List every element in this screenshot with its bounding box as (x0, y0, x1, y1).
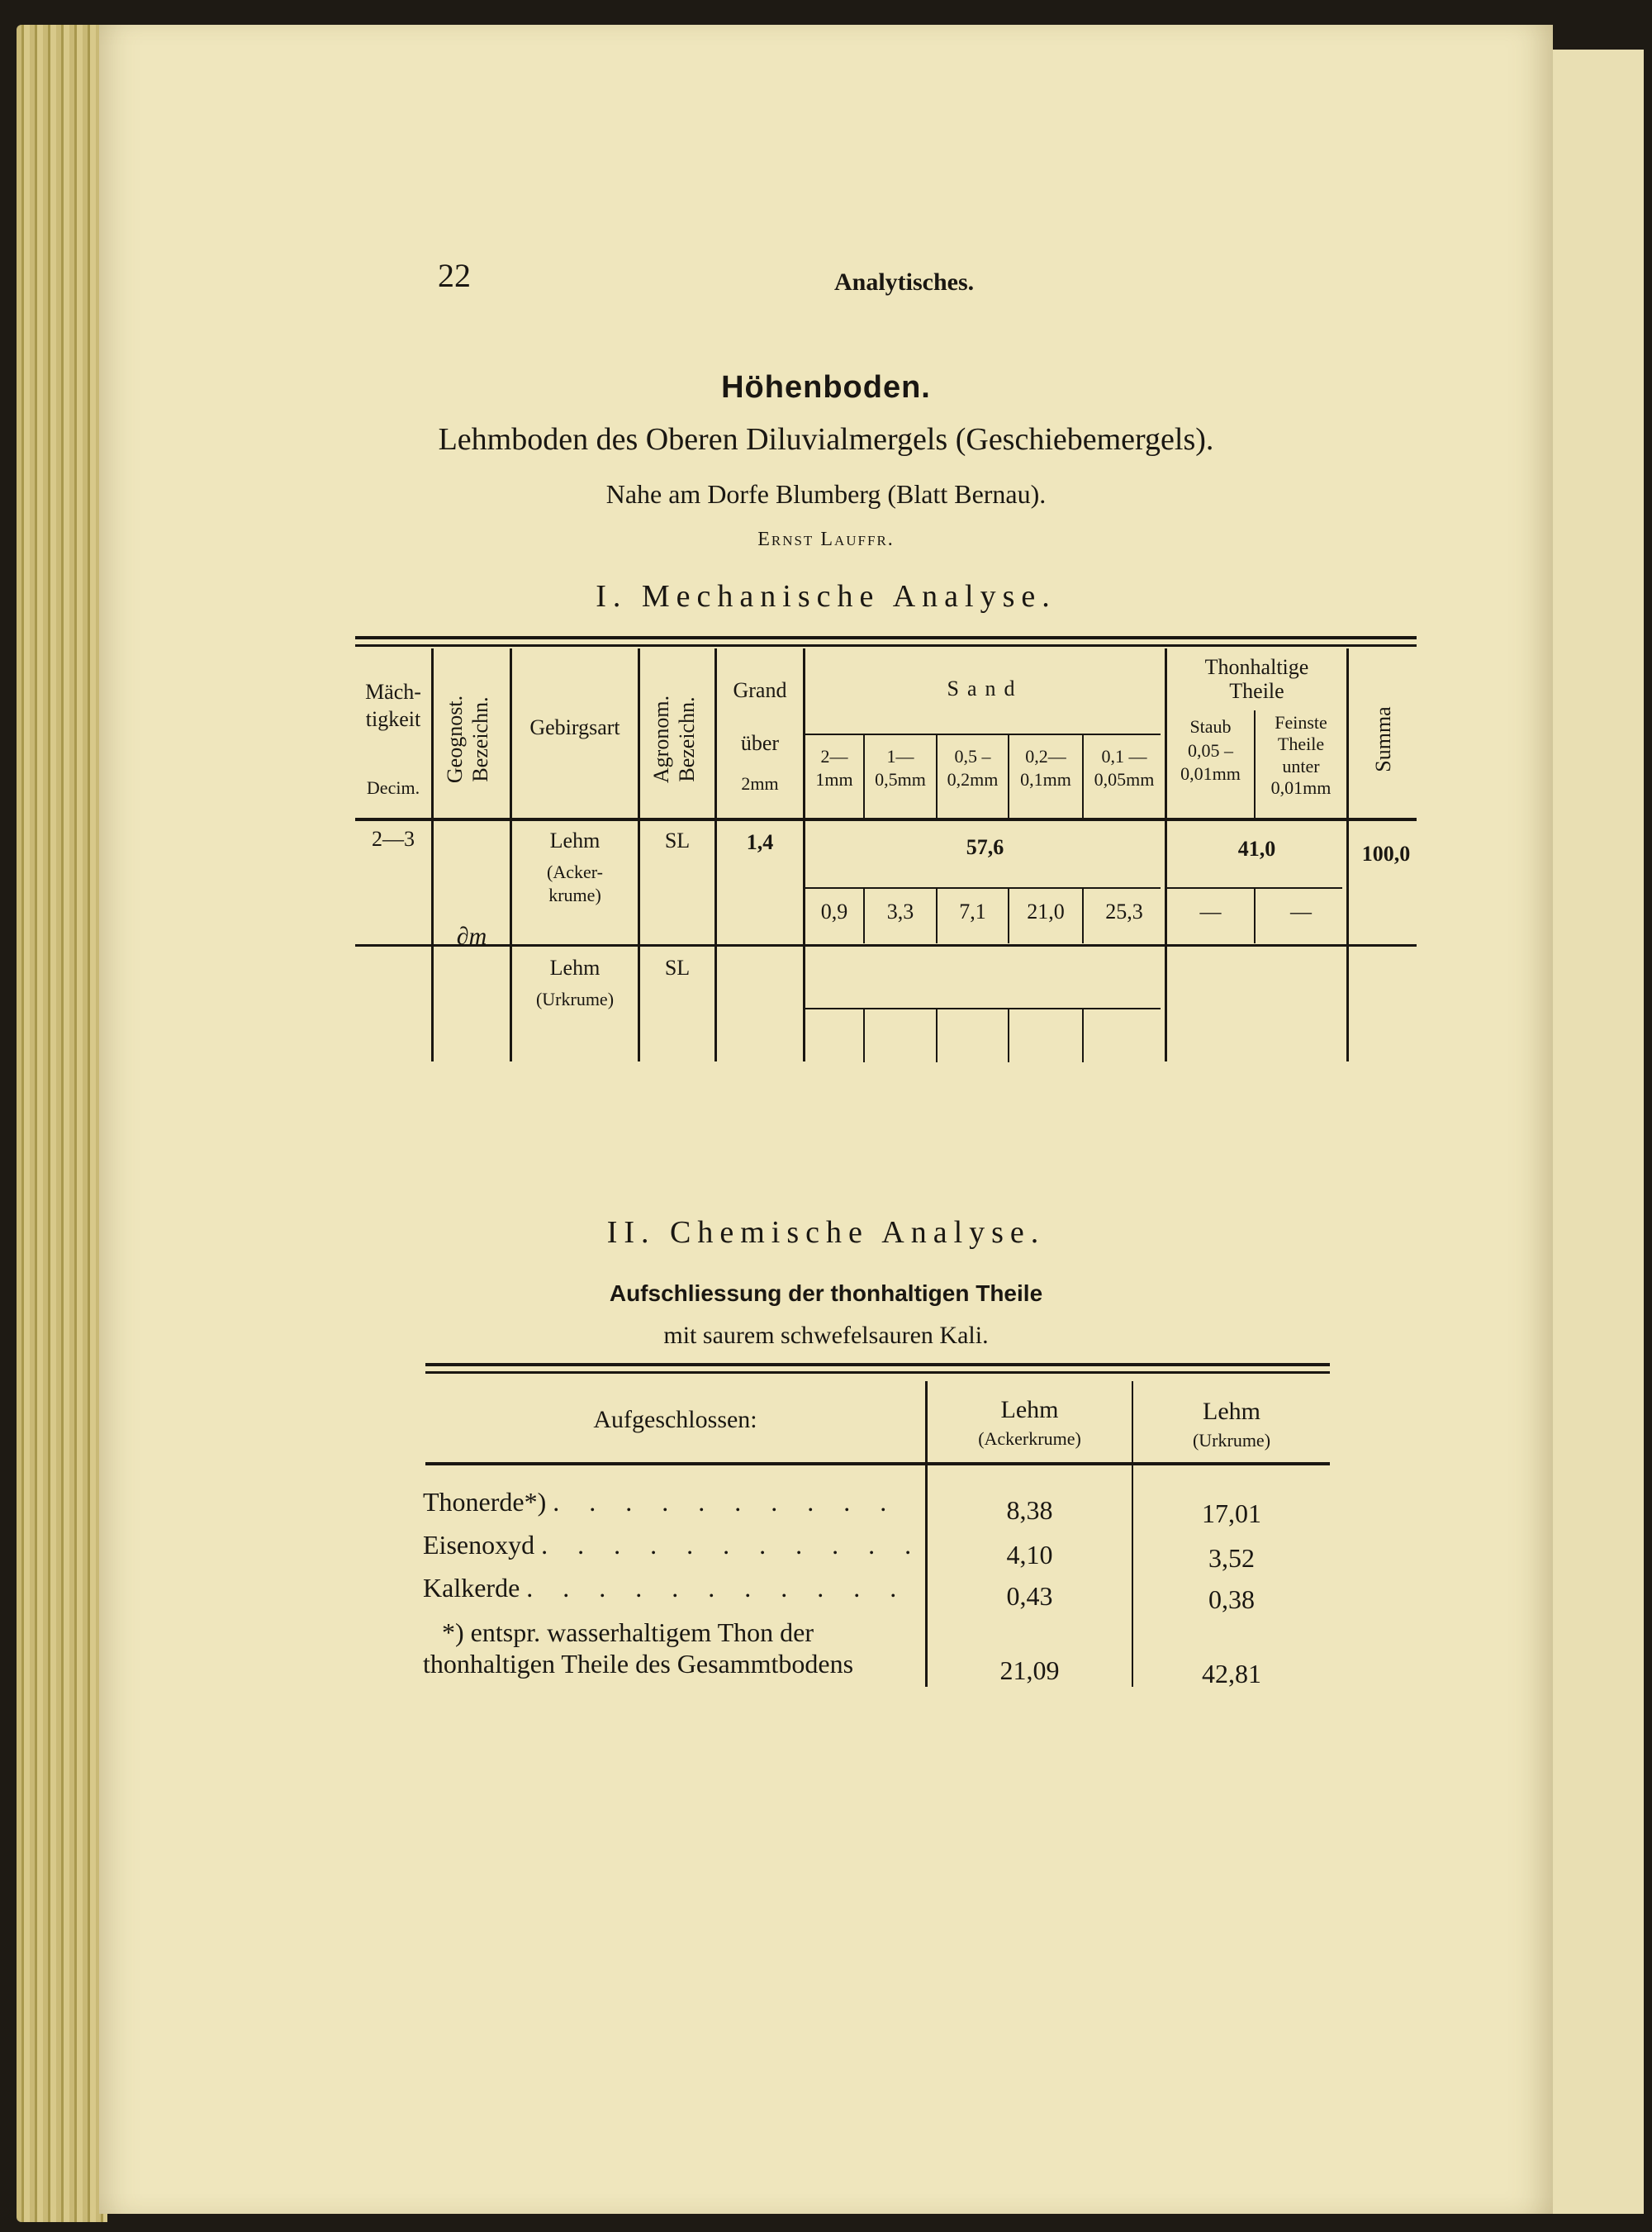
row2-gebirgsart-sub: (Urkrume) (535, 989, 615, 1009)
row2-agronom: SL (664, 956, 691, 980)
section-chemical-heading: II. Chemische Analyse. (606, 1215, 1046, 1250)
row1-summa: 100,0 (1361, 842, 1411, 866)
book-page-edges (17, 25, 107, 2222)
row1-agronom: SL (664, 829, 691, 852)
row1-sand-3: 7,1 (959, 900, 986, 924)
chem-row-1-label: Thonerde*) . . . . . . . . . . (423, 1487, 899, 1517)
chem-footnote-v1: 21,09 (999, 1655, 1060, 1685)
row1-sand-1: 0,9 (820, 900, 848, 924)
header-feinste: Feinste Theile unter 0,01mm (1270, 712, 1332, 799)
chem-row-2-v1: 4,10 (1006, 1540, 1053, 1570)
header-agronom: Agronom. Bezeichn. (649, 695, 700, 784)
header-thonhaltige: Thonhaltige Theile (1204, 655, 1309, 703)
row1-sand-5: 25,3 (1105, 900, 1143, 924)
header-sand-col-4: 0,2— 0,1mm (1020, 746, 1071, 790)
location: Nahe am Dorfe Blumberg (Blatt Bernau). (605, 479, 1047, 509)
chem-row-3-label: Kalkerde . . . . . . . . . . . (423, 1573, 909, 1603)
chemical-subheading: Aufschliessung der thonhaltigen Theile (609, 1280, 1043, 1306)
author: Ernst Lauffr. (757, 529, 895, 550)
chem-footnote-line-2: thonhaltigen Theile des Gesammtbodens (423, 1649, 854, 1679)
header-grand: Grand (733, 678, 787, 702)
header-ueber: über (740, 731, 780, 755)
row1-grand: 1,4 (746, 830, 774, 854)
page-title: Höhenboden. (721, 370, 931, 405)
chem-row-3-v2: 0,38 (1208, 1584, 1255, 1614)
chem-col-header: Aufgeschlossen: (593, 1406, 757, 1433)
chemical-subheading-2: mit saurem schwefelsauren Kali. (663, 1322, 989, 1349)
running-head: Analytisches. (834, 268, 975, 296)
chem-footnote-v2: 42,81 (1202, 1659, 1261, 1688)
chem-row-3-v1: 0,43 (1006, 1581, 1053, 1611)
row1-gebirgsart-sub: (Acker- krume) (547, 862, 603, 905)
subtitle: Lehmboden des Oberen Diluvialmergels (Geschiebemergels). (438, 422, 1214, 457)
header-sand-col-5: 0,1 — 0,05mm (1094, 746, 1155, 790)
row1-sand-4: 21,0 (1027, 900, 1065, 924)
chem-col1-sub: (Ackerkrume) (978, 1428, 1081, 1449)
header-sand-col-2: 1— 0,5mm (875, 746, 926, 790)
chem-col2: Lehm (1203, 1398, 1260, 1425)
section-mechanical-heading: I. Mechanische Analyse. (596, 579, 1056, 614)
book-page (99, 25, 1553, 2214)
header-decim: Decim. (366, 777, 420, 798)
chem-row-1-v2: 17,01 (1202, 1498, 1261, 1528)
chem-col2-sub: (Urkrume) (1192, 1430, 1271, 1451)
row1-staub: — (1199, 900, 1222, 924)
row1-sand-total: 57,6 (966, 835, 1004, 859)
header-grand-mm: 2mm (741, 773, 779, 794)
header-sand: Sand (947, 677, 1023, 700)
row1-geognost: ∂m (456, 923, 487, 950)
chem-col1: Lehm (1000, 1396, 1059, 1423)
row1-feinste: — (1290, 900, 1312, 924)
chem-row-2-label: Eisenoxyd . . . . . . . . . . . (423, 1530, 923, 1560)
row2-gebirgsart: Lehm (549, 956, 601, 980)
page-number: 22 (438, 257, 471, 294)
header-sand-col-1: 2— 1mm (815, 746, 853, 790)
header-maechtigkeit: Mäch- tigkeit (365, 680, 421, 731)
header-gebirgsart: Gebirgsart (529, 715, 620, 739)
header-staub: Staub 0,05 – 0,01mm (1180, 716, 1241, 785)
row1-thon-total: 41,0 (1237, 837, 1276, 861)
row1-depth: 2—3 (372, 827, 415, 851)
row1-sand-2: 3,3 (886, 900, 914, 924)
header-summa: Summa (1371, 706, 1395, 772)
chem-footnote-line-1: *) entspr. wasserhaltigem Thon der (442, 1617, 814, 1647)
chem-row-1-v1: 8,38 (1006, 1495, 1053, 1525)
chem-row-2-v2: 3,52 (1208, 1543, 1255, 1573)
header-sand-col-3: 0,5 – 0,2mm (947, 746, 999, 790)
header-geognost: Geognost. Bezeichn. (443, 695, 493, 784)
row1-gebirgsart: Lehm (549, 829, 601, 852)
